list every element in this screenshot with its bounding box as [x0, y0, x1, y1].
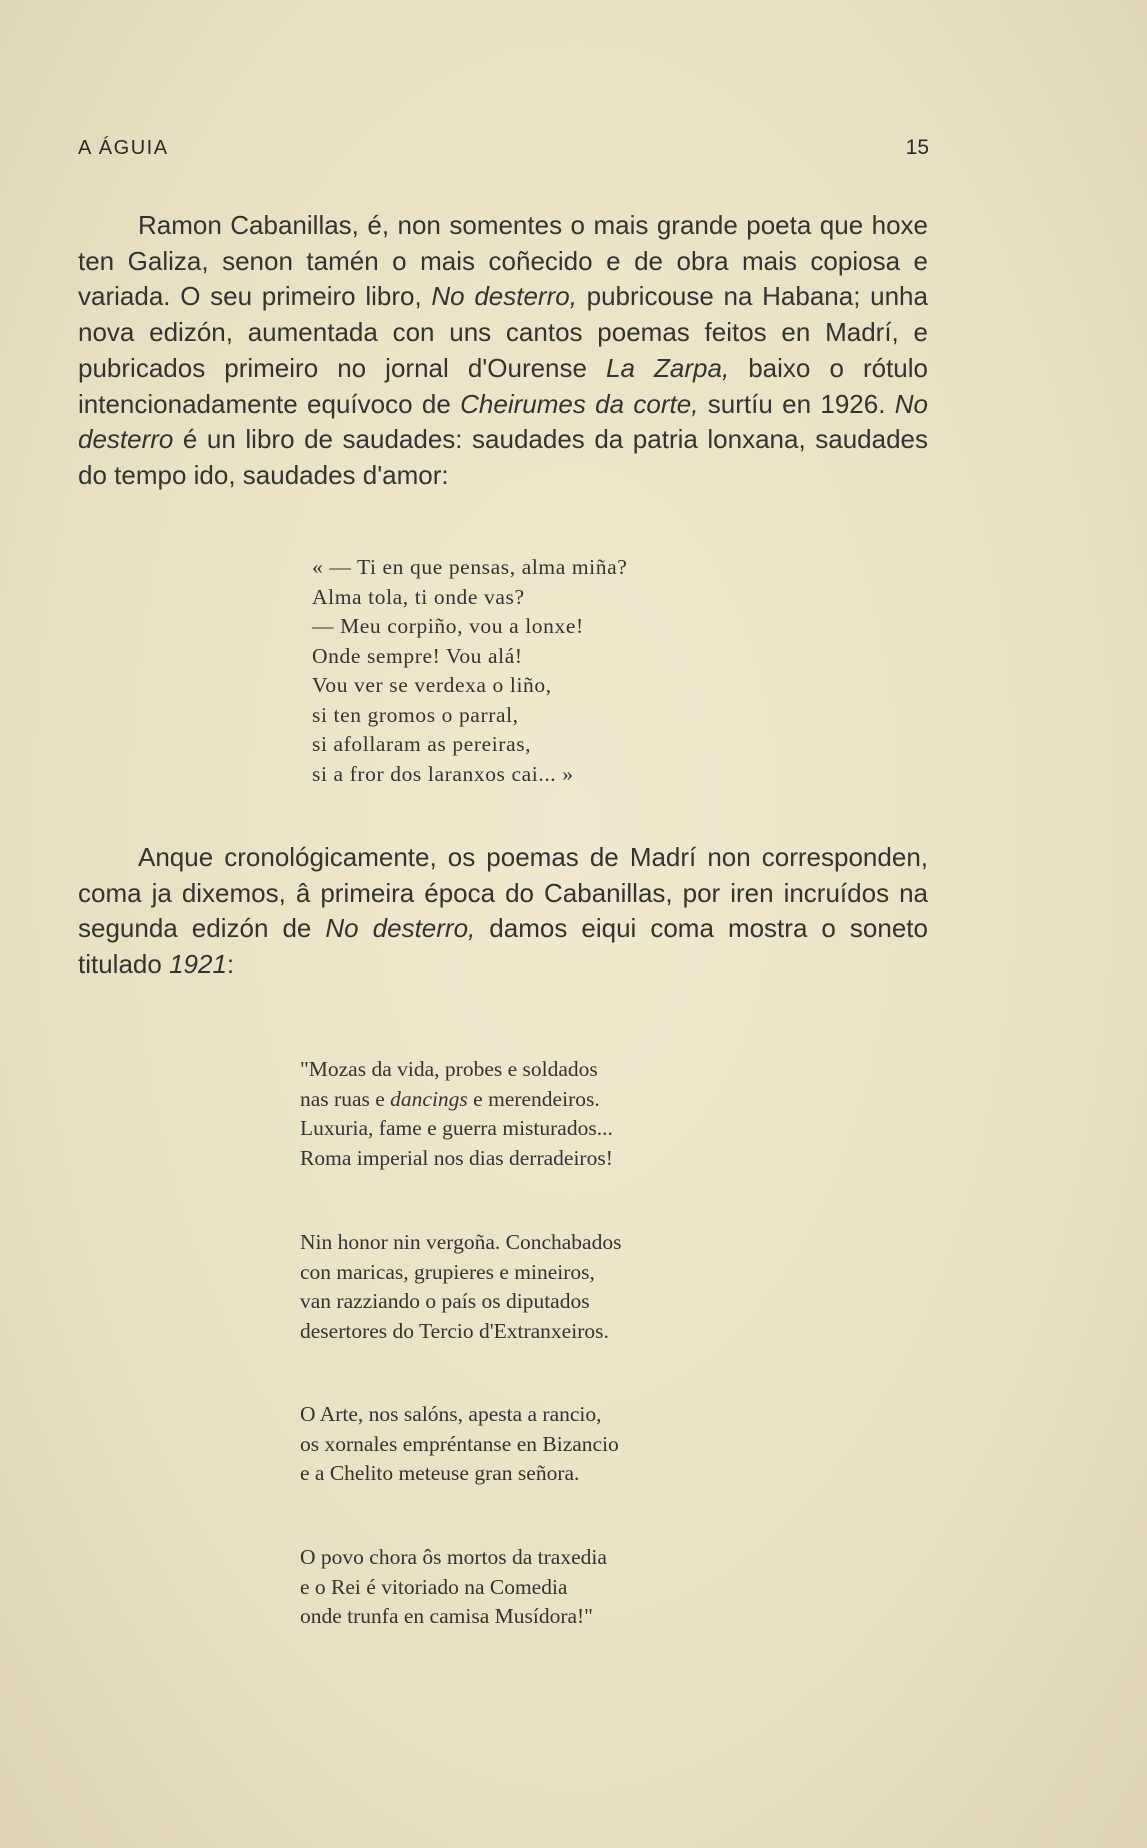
work-title: Cheirumes da corte,	[460, 388, 699, 419]
paragraph-intro	[78, 208, 928, 494]
page-header	[78, 136, 929, 160]
verse-line: van razziando o país os diputados	[300, 1289, 590, 1313]
verse-line: si ten gromos o parral,	[312, 702, 519, 727]
verse-line: os xornales empréntanse en Bizancio	[300, 1431, 619, 1456]
verse-line: Nin honor nin vergoña. Conchabados	[300, 1230, 622, 1254]
page-number: 15	[905, 136, 929, 159]
verse-line: con maricas, grupieres e mineiros,	[300, 1259, 595, 1284]
verse-line: Vou ver se verdexa o liño,	[312, 673, 552, 697]
verse-line: si afollaram as pereiras,	[312, 732, 532, 756]
book-title: No desterro	[78, 388, 929, 455]
sonnet-stanza-3	[300, 1400, 619, 1489]
verse-line: e a Chelito meteuse gran señora.	[300, 1461, 580, 1485]
verse-line: O povo chora ôs mortos da traxedia	[300, 1545, 607, 1569]
verse-line: O Arte, nos salóns, apesta a rancio,	[300, 1402, 602, 1426]
verse-line: « — Ti en que pensas, alma miña?	[312, 555, 628, 579]
book-title: No desterro,	[431, 281, 577, 312]
running-head: A ÁGUIA	[78, 137, 169, 159]
verse-line: e o Rei é vitoriado na Comedia	[300, 1574, 568, 1599]
verse-line: Onde sempre! Vou alá!	[312, 643, 523, 668]
verse-line: si a fror dos laranxos cai... »	[312, 761, 574, 786]
paragraph-sonnet-intro	[78, 840, 928, 983]
text-run: Ramon Cabanillas, é, non somentes o mais grande poeta que hoxe ten Galiza, senon tamén o mais coñecido e de obra mais copiosa e variada. O seu primeiro libro,	[78, 210, 928, 312]
verse-line: desertores do Tercio d'Extranxeiros.	[300, 1318, 609, 1343]
text-run: damos eiqui coma mostra o soneto titulado	[78, 913, 928, 980]
text-run: é un libro de saudades: saudades da patria lonxana, saudades do tempo ido, saudades d'amor:	[78, 424, 928, 490]
verse-line: "Mozas da vida, probes e soldados	[300, 1057, 598, 1081]
foreign-word: dancings	[390, 1086, 468, 1111]
book-title: No desterro,	[325, 913, 476, 944]
sonnet-title: 1921	[169, 949, 227, 980]
text-run: pubricouse na Habana; unha nova edizón, aumentada con uns cantos poemas feitos en Madrí, e pubricados primeiro no jornal d'Ourense	[78, 281, 928, 383]
text-run: surtíu en 1926.	[698, 388, 895, 419]
verse-line: Alma tola, ti onde vas?	[312, 584, 525, 609]
text-run: Anque cronológicamente, os poemas de Madrí non corresponden, coma ja dixemos, â primeira época do Cabanillas, por iren incruídos na segunda edizón de	[78, 842, 928, 944]
verse-line: — Meu corpiño, vou a lonxe!	[312, 614, 584, 638]
text-run: nas ruas e	[300, 1086, 391, 1111]
verse-line: onde trunfa en camisa Musídora!"	[300, 1604, 593, 1628]
verse-line: Roma imperial nos dias derradeiros!	[300, 1145, 613, 1170]
sonnet-stanza-2	[300, 1228, 621, 1346]
sonnet-stanza-1	[300, 1055, 613, 1173]
text-run: baixo o rótulo intencionadamente equívoco de	[78, 352, 928, 419]
sonnet-stanza-4	[300, 1543, 607, 1632]
text-run: :	[226, 949, 235, 980]
text-run: e merendeiros.	[467, 1086, 600, 1111]
verse-line: Luxuria, fame e guerra misturados...	[300, 1116, 613, 1140]
verse-line	[300, 1085, 613, 1115]
journal-title: La Zarpa,	[606, 352, 730, 383]
poem-excerpt	[312, 553, 627, 789]
